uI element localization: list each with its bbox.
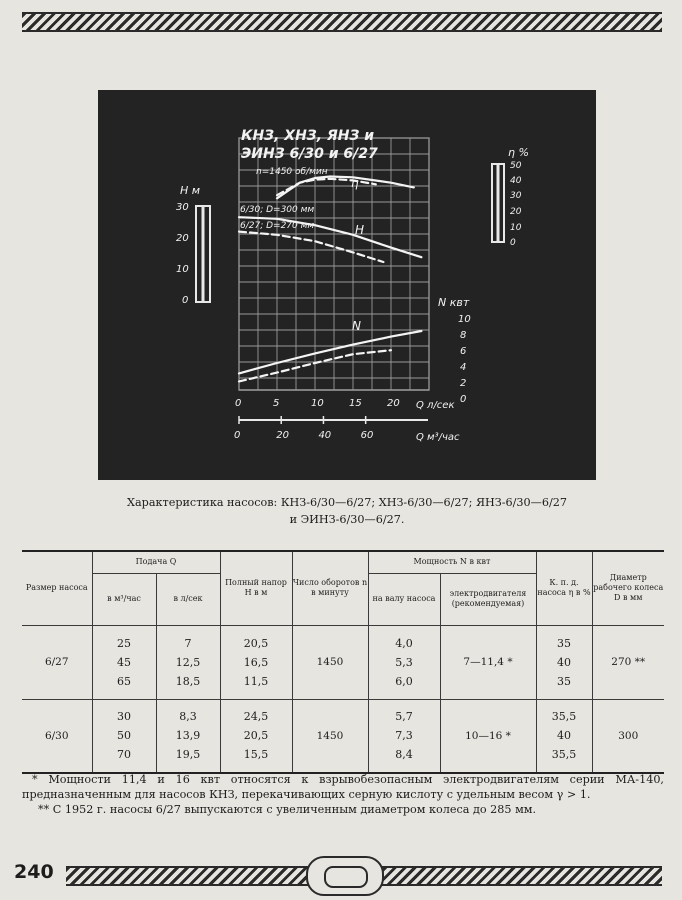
header-flow: Подача Q — [92, 551, 220, 573]
y-left-label: H м — [180, 184, 201, 197]
eta-tick: 20 — [510, 207, 522, 217]
publisher-emblem — [306, 856, 384, 896]
eta-tick: 50 — [510, 161, 522, 171]
cell-diameter: 300 — [592, 699, 664, 773]
chart-photo — [98, 90, 596, 480]
curve-label-eta: η — [351, 176, 359, 190]
x-axis-m3h-label: Q м³/час — [416, 432, 460, 443]
x-tick-label: 40 — [318, 430, 332, 441]
header-efficiency: К. п. д. насоса η в % — [536, 551, 592, 625]
y-left-tick: 0 — [182, 295, 189, 306]
n-tick: 6 — [460, 346, 467, 357]
y-right-eta-scale — [492, 146, 529, 248]
cell-power-motor: 7—11,4 * — [440, 625, 536, 699]
eta-tick: 0 — [510, 238, 516, 248]
cell-head: 24,5 20,5 15,5 — [220, 699, 292, 773]
cell-efficiency: 35,5 40 35,5 — [536, 699, 592, 773]
n-tick: 10 — [458, 314, 471, 325]
header-power-shaft: на валу насоса — [368, 573, 440, 625]
pump-characteristic-chart — [98, 90, 596, 480]
header-rpm: Число оборотов n в минуту — [292, 551, 368, 625]
page-number: 240 — [14, 861, 54, 883]
series-label-d270: 6/27; D=270 мм — [240, 221, 315, 231]
eta-tick: 10 — [510, 223, 522, 233]
x-axis-ls — [235, 398, 400, 409]
n-tick: 4 — [460, 362, 467, 373]
cell-power-motor: 10—16 * — [440, 699, 536, 773]
cell-power-shaft: 5,7 7,3 8,4 — [368, 699, 440, 773]
n-tick: 0 — [460, 394, 467, 405]
header-power: Мощность N в квт — [368, 551, 536, 573]
top-ornament-band — [22, 12, 662, 32]
curve-label-n: N — [352, 319, 361, 333]
cell-flow-m3h: 25 45 65 — [92, 625, 156, 699]
curve-label-h: H — [355, 223, 365, 237]
y-left-tick: 20 — [176, 233, 189, 244]
caption-line-1: Характеристика насосов: КНЗ-6/30—6/27; ХНЗ-6/30—6/27; ЯНЗ-6/30—6/27 — [127, 496, 567, 509]
cell-efficiency: 35 40 35 — [536, 625, 592, 699]
y-left-tick: 30 — [176, 202, 189, 213]
cell-rpm: 1450 — [292, 625, 368, 699]
eta-tick: 30 — [510, 191, 522, 201]
header-size: Размер насоса — [22, 551, 92, 625]
n-tick: 8 — [460, 330, 467, 341]
x-tick-label: 20 — [276, 430, 289, 441]
header-head: Полный напор H в м — [220, 551, 292, 625]
x-tick-label: 15 — [349, 398, 362, 409]
cell-diameter: 270 ** — [592, 625, 664, 699]
cell-flow-ls: 7 12,5 18,5 — [156, 625, 220, 699]
y-right-eta-label: η % — [508, 146, 529, 159]
series-line — [277, 179, 376, 195]
cell-flow-m3h: 30 50 70 — [92, 699, 156, 773]
x-axis-ls-label: Q л/сек — [416, 400, 455, 411]
footnote-2: ** С 1952 г. насосы 6/27 выпускаются с увеличенным диаметром колеса до 285 мм. — [38, 803, 537, 816]
y-right-n-scale — [438, 296, 471, 405]
footnotes — [22, 772, 664, 817]
cell-rpm: 1450 — [292, 699, 368, 773]
y-left-scale — [176, 184, 210, 306]
figure-caption — [98, 494, 596, 528]
y-right-n-label: N квт — [438, 296, 470, 309]
cell-head: 20,5 16,5 11,5 — [220, 625, 292, 699]
table-row — [22, 625, 664, 699]
x-tick-label: 60 — [360, 430, 374, 441]
cell-size: 6/27 — [22, 625, 92, 699]
y-left-tick: 10 — [176, 264, 189, 275]
table-row — [22, 699, 664, 773]
x-tick-label: 5 — [273, 398, 280, 409]
x-tick-label: 0 — [234, 430, 241, 441]
speed-label: n=1450 об/мин — [256, 167, 328, 177]
n-tick: 2 — [460, 378, 467, 389]
cell-flow-ls: 8,3 13,9 19,5 — [156, 699, 220, 773]
series-label-d300: 6/30; D=300 мм — [240, 205, 315, 215]
cell-power-shaft: 4,0 5,3 6,0 — [368, 625, 440, 699]
x-tick-label: 20 — [387, 398, 400, 409]
chart-title-line: ЭИНЗ 6/30 и 6/27 — [241, 146, 378, 162]
header-flow-m3h: в м³/час — [92, 573, 156, 625]
eta-tick: 40 — [510, 176, 522, 186]
pump-specs-table — [22, 550, 664, 774]
cell-size: 6/30 — [22, 699, 92, 773]
header-flow-ls: в л/сек — [156, 573, 220, 625]
footnote-1: * Мощности 11,4 и 16 квт относятся к взрывобезопасным электродвигателям серии МА-140, предназначенным для насосов КНЗ, перекачивающих серную кислоту с удельным весом γ > 1. — [22, 773, 664, 801]
header-power-motor: электродвигателя (рекомендуемая) — [440, 573, 536, 625]
x-axis-m3h — [234, 416, 460, 443]
header-diameter: Диаметр рабочего колеса D в мм — [592, 551, 664, 625]
x-tick-label: 0 — [235, 398, 242, 409]
series-line — [239, 331, 421, 373]
caption-line-2: и ЭИНЗ-6/30—6/27. — [289, 513, 405, 526]
x-tick-label: 10 — [311, 398, 324, 409]
chart-title-line: КНЗ, ХНЗ, ЯНЗ и — [241, 128, 375, 144]
